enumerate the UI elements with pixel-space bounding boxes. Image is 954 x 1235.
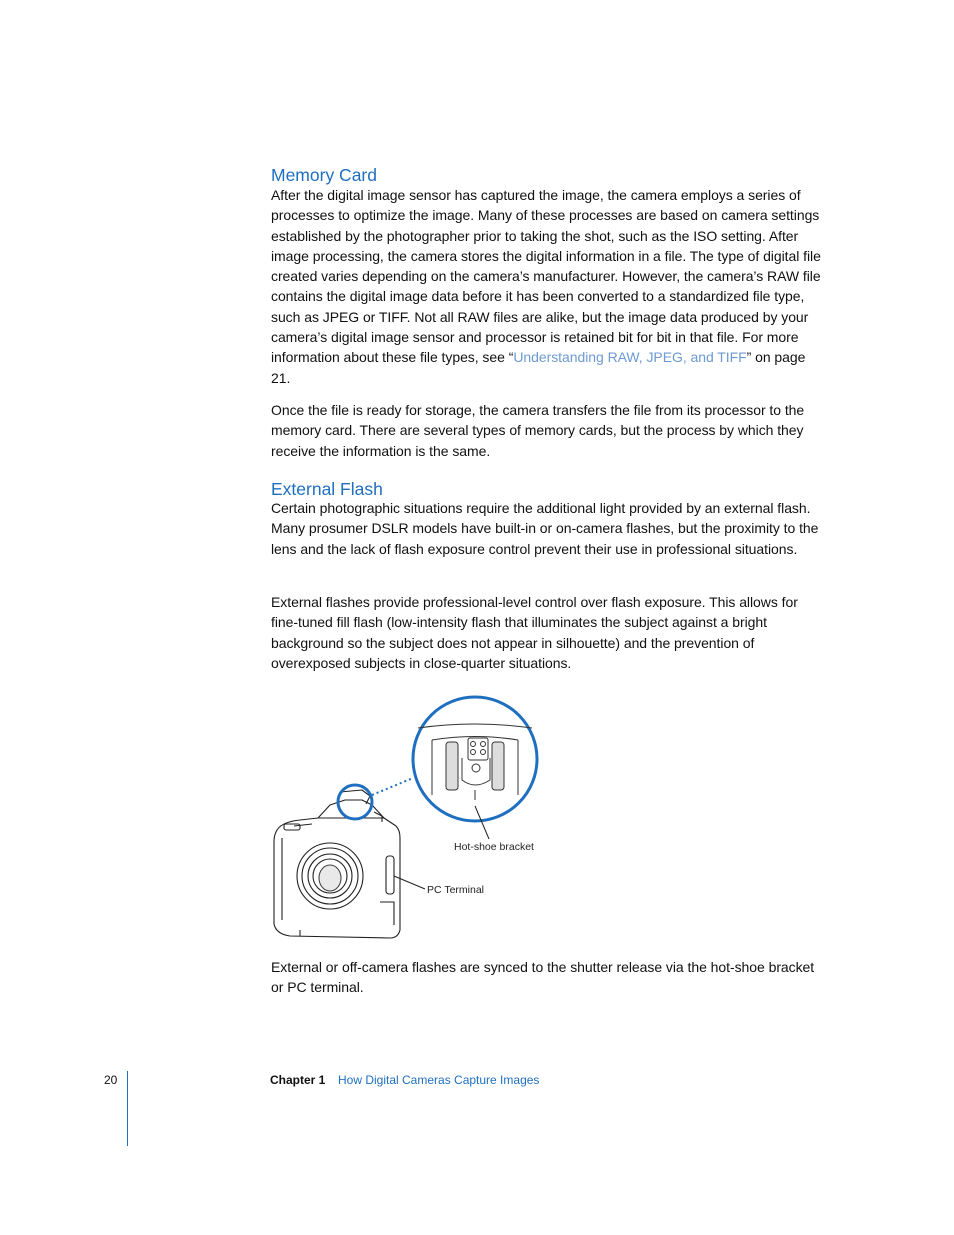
figure-caption: External or off-camera flashes are synced to the shutter release via the hot-shoe bracket or PC terminal. xyxy=(271,959,815,996)
hot-shoe-bracket-label: Hot-shoe bracket xyxy=(454,841,534,853)
chapter-title-link[interactable]: How Digital Cameras Capture Images xyxy=(338,1073,540,1087)
pc-terminal-label: PC Terminal xyxy=(427,884,484,896)
camera-hot-shoe-illustration xyxy=(260,690,560,945)
page-number: 20 xyxy=(104,1073,118,1087)
external-flash-paragraph-1: Certain photographic situations require the additional light provided by an external flash. Many prosumer DSLR models have built-in or on-camera flashes, but the proximity to the lens and the lack of flash exposure control prevent their use in professional situations. xyxy=(271,500,819,557)
section-title-external-flash: External Flash xyxy=(271,479,383,499)
camera-lens xyxy=(297,843,363,909)
zoom-connector-line xyxy=(372,778,413,795)
paragraph-text: ” on page 21. xyxy=(271,349,806,386)
paragraph-text: After the digital image sensor has captured the image, the camera employs a series of processes to optimize the image. Many of these processes are based on camera settings established by the photographer prior to taking the shot, such as the ISO setting. After image processing, the camera stores the digital information in a file. The type of digital file created varies depending on the camera’s manufacturer. However, the camera’s RAW file contains the digital image data before it has been converted to a standardized file type, such as JPEG or TIFF. Not all RAW files are alike, but the image data produced by your camera’s digital image sensor and processor is retained bit for bit in that file. For more information about these file types, see “ xyxy=(271,187,821,366)
section-title-memory-card: Memory Card xyxy=(271,165,377,185)
memory-card-paragraph-1 xyxy=(271,185,827,388)
camera-body xyxy=(274,790,400,938)
chapter-label: Chapter 1 xyxy=(270,1073,326,1087)
memory-card-paragraph-2: Once the file is ready for storage, the camera transfers the file from its processor to the memory card. There are several types of memory cards, but the process by which they receive the information is the same. xyxy=(271,402,805,459)
hot-shoe-zoom-detail xyxy=(413,697,537,821)
footer-divider xyxy=(127,1071,128,1146)
pc-terminal-leader-line xyxy=(394,876,425,889)
external-flash-paragraph-2: External flashes provide professional-level control over flash exposure. This allows for fine-tuned fill flash (low-intensity flash that illuminates the subject against a bright background so the subject does not appear in silhouette) and the prevention of overexposed subjects in close-quarter situations. xyxy=(271,594,798,671)
cross-reference-link[interactable]: Understanding RAW, JPEG, and TIFF xyxy=(513,349,747,366)
